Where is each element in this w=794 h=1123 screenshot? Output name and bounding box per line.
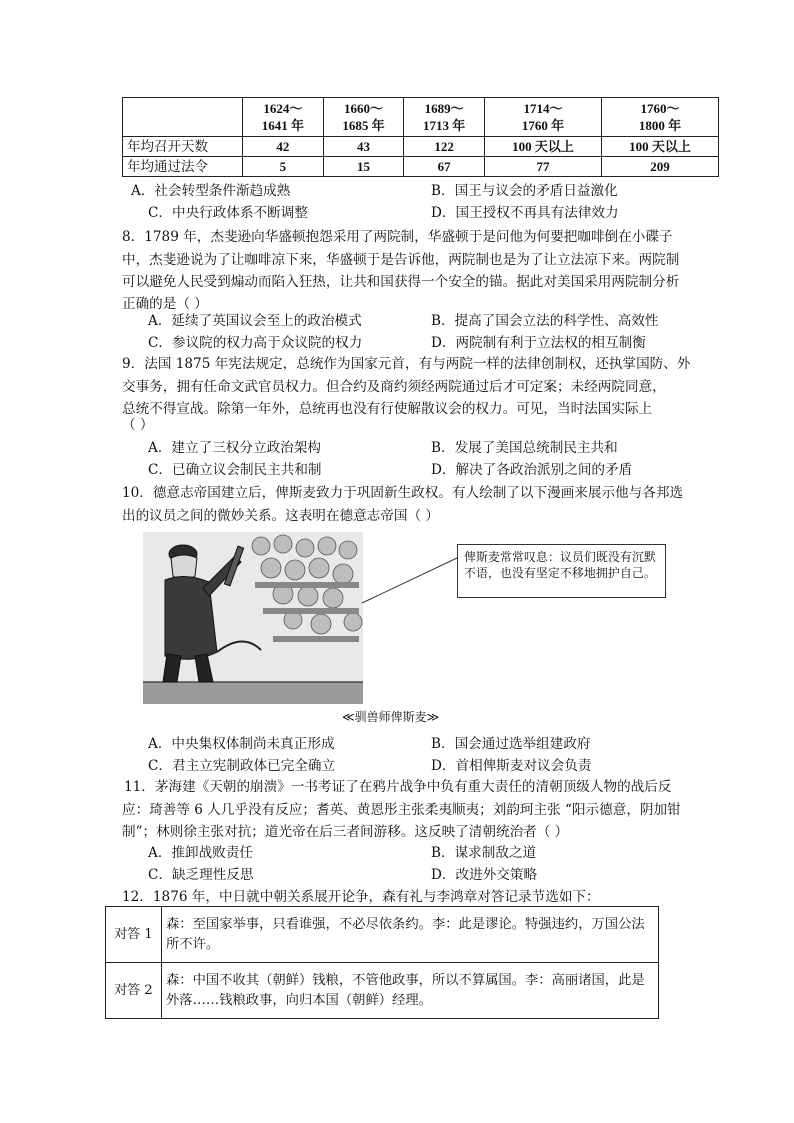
dialogue-label: 对答 1	[106, 907, 162, 963]
dialogue-text: 森：至国家举事，只看谁强，不必尽依条约。李：此是谬论。特强违约，万国公法所不许。	[162, 907, 659, 963]
table-cell: 209	[601, 157, 718, 177]
q9-stem-line: （ ）	[122, 417, 154, 433]
q8-stem-line: 正确的是（ ）	[122, 296, 208, 312]
table-cell: 122	[404, 137, 485, 157]
q8-option-c[interactable]: C．参议院的权力高于众议院的权力	[148, 335, 363, 351]
q8-option-a[interactable]: A．延续了英国议会至上的政治模式	[148, 313, 362, 329]
q11-option-c[interactable]: C．缺乏理性反思	[148, 867, 254, 883]
table-cell: 5	[243, 157, 324, 177]
row-label: 年均通过法令	[123, 157, 243, 177]
q9-option-c[interactable]: C．已确立议会制民主共和制	[148, 462, 322, 478]
cartoon-callout-box: 俾斯麦常常叹息：议员们既没有沉默不语，也没有坚定不移地拥护自己。	[457, 544, 666, 598]
q10-option-a[interactable]: A．中央集权体制尚未真正形成	[148, 736, 335, 752]
dialogue-table	[105, 906, 659, 1019]
q11-option-b[interactable]: B．谋求制敌之道	[431, 845, 537, 861]
table-row	[123, 137, 719, 157]
q11-option-d[interactable]: D．改进外交策略	[431, 867, 538, 883]
q10-option-c[interactable]: C．君主立宪制政体已完全确立	[148, 758, 336, 774]
q11-stem-line: 制”；林则徐主张对抗；道光帝在后三者间游移。这反映了清朝统治者（ ）	[122, 824, 569, 840]
table-cell: 77	[484, 157, 601, 177]
bismarck-tamer-cartoon	[143, 532, 363, 704]
q9-option-a[interactable]: A．建立了三权分立政治架构	[148, 440, 321, 456]
callout-pointer	[360, 555, 460, 605]
period-cell: 1689～ 1713 年	[404, 98, 485, 137]
table-row	[123, 157, 719, 177]
period-cell: 1624～ 1641 年	[243, 98, 324, 137]
table-row	[106, 963, 659, 1019]
dialogue-text: 森：中国不收其（朝鲜）钱粮，不管他政事，所以不算属国。李：高丽诸国，此是外落……钱粮政事，向归本国（朝鲜）经理。	[162, 963, 659, 1019]
period-cell: 1714～ 1760 年	[484, 98, 601, 137]
row-label: 年均召开天数	[123, 137, 243, 157]
q11-option-a[interactable]: A．推卸战败责任	[148, 845, 253, 861]
q8-option-d[interactable]: D．两院制有利于立法权的相互制衡	[431, 335, 646, 351]
q10-option-d[interactable]: D．首相俾斯麦对议会负责	[431, 758, 592, 774]
q11-stem-line: 11．茅海建《天朝的崩溃》一书考证了在鸦片战争中负有重大责任的清朝顶级人物的战后反	[124, 779, 672, 795]
parliament-stats-table	[122, 97, 719, 177]
q10-stem-line: 10．德意志帝国建立后，俾斯麦致力于巩固新生政权。有人绘制了以下漫画来展示他与各邦选	[122, 485, 684, 501]
cartoon-caption: ≪驯兽师俾斯麦≫	[342, 710, 440, 724]
q7-option-a[interactable]: A．社会转型条件渐趋成熟	[131, 183, 291, 199]
q9-option-b[interactable]: B．发展了美国总统制民主共和	[431, 440, 618, 456]
period-cell: 1660～ 1685 年	[323, 98, 404, 137]
table-row	[106, 907, 659, 963]
q9-option-d[interactable]: D．解决了各政治派别之间的矛盾	[431, 462, 633, 478]
dialogue-label: 对答 2	[106, 963, 162, 1019]
q7-option-b[interactable]: B．国王与议会的矛盾日益激化	[431, 183, 618, 199]
q8-stem-line: 8．1789 年，杰斐逊向华盛顿抱怨采用了两院制，华盛顿于是问他为何要把咖啡倒在小碟子	[122, 229, 673, 245]
q9-stem-line: 总统不得宣战。除第一年外，总统再也没有行使解散议会的权力。可见，当时法国实际上	[122, 401, 653, 417]
table-cell: 100 天以上	[484, 137, 601, 157]
q7-option-c[interactable]: C．中央行政体系不断调整	[148, 205, 308, 221]
q8-stem-line: 中，杰斐逊说为了让咖啡凉下来，华盛顿于是告诉他，两院制也是为了让立法凉下来。两院制	[122, 252, 680, 268]
q10-stem-line: 出的议员之间的微妙关系。这表明在德意志帝国（ ）	[122, 508, 439, 524]
q8-stem-line: 可以避免人民受到煽动而陷入狂热，让共和国获得一个安全的锚。据此对美国采用两院制分析	[122, 274, 680, 290]
q7-option-d[interactable]: D．国王授权不再具有法律效力	[431, 205, 619, 221]
period-cell: 1760～ 1800 年	[601, 98, 718, 137]
q10-option-b[interactable]: B．国会通过选举组建政府	[431, 736, 591, 752]
table-header-row	[123, 98, 719, 137]
q12-stem-line: 12．1876 年，中日就中朝关系展开论争，森有礼与李鸿章对答记录节选如下：	[122, 889, 600, 905]
table-cell: 42	[243, 137, 324, 157]
table-corner-cell	[123, 98, 243, 137]
q9-stem-line: 9．法国 1875 年宪法规定，总统作为国家元首，有与两院一样的法律创制权，还执掌国防、外	[122, 356, 691, 372]
table-cell: 15	[323, 157, 404, 177]
q8-option-b[interactable]: B．提高了国会立法的科学性、高效性	[431, 313, 659, 329]
q11-stem-line: 应：琦善等 6 人几乎没有反应；耆英、黄恩彤主张柔夷顺夷；刘韵珂主张 “阳示德意，阴加钳	[122, 802, 681, 818]
table-cell: 43	[323, 137, 404, 157]
q9-stem-line: 交事务，拥有任命文武官员权力。但合约及商约须经两院通过后才可定案；未经两院同意，	[122, 379, 666, 395]
table-cell: 100 天以上	[601, 137, 718, 157]
table-cell: 67	[404, 157, 485, 177]
